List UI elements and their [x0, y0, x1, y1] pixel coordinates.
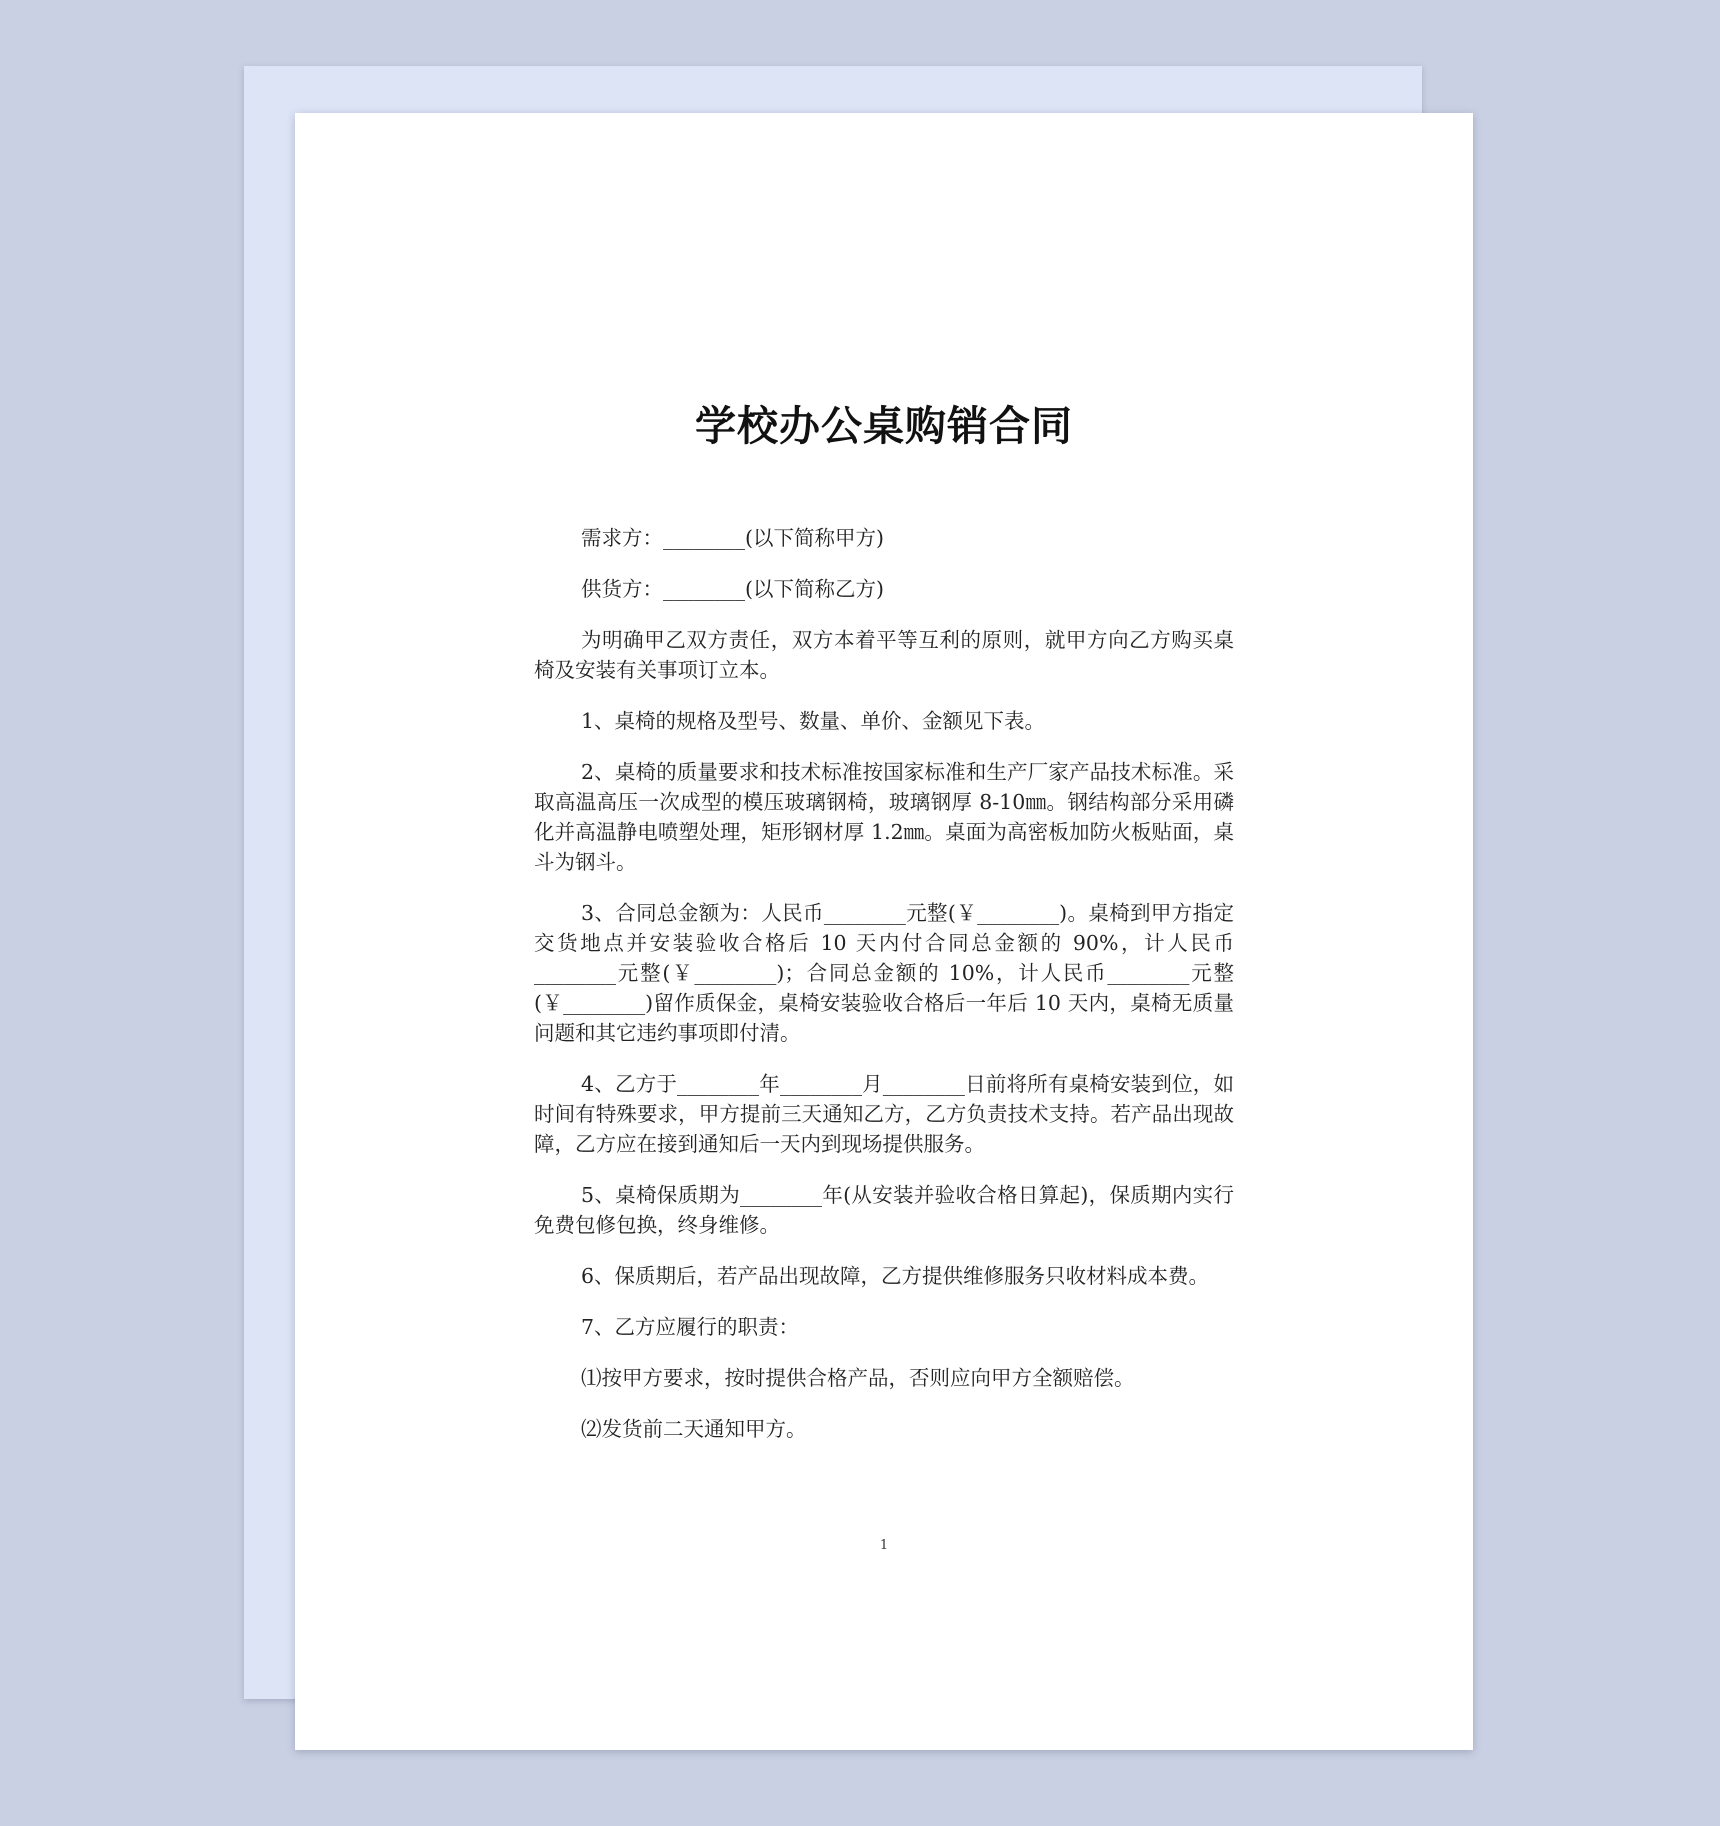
clause-5: 5、桌椅保质期为________年(从安装并验收合格日算起)，保质期内实行免费包修包换，终身维修。	[534, 1183, 1234, 1237]
page-number: 1	[879, 1538, 889, 1553]
clause-1: 1、桌椅的规格及型号、数量、单价、金额见下表。	[581, 709, 1046, 733]
clause-7-item-2: ⑵发货前二天通知甲方。	[581, 1417, 807, 1441]
document-title: 学校办公桌购销合同	[695, 402, 1073, 450]
clause-7-item-1: ⑴按甲方要求，按时提供合格产品，否则应向甲方全额赔偿。	[581, 1366, 1135, 1390]
paragraph-buyer: 需求方：________(以下简称甲方)	[581, 526, 884, 550]
paragraph-preamble: 为明确甲乙双方责任，双方本着平等互利的原则，就甲方向乙方购买桌椅及安装有关事项订立本。	[534, 628, 1234, 682]
document-page	[295, 113, 1473, 1750]
clause-7: 7、乙方应履行的职责：	[581, 1315, 800, 1339]
clause-4: 4、乙方于________年________月________日前将所有桌椅安装到位，如时间有特殊要求，甲方提前三天通知乙方，乙方负责技术支持。若产品出现故障，乙方应在接到通知后一天内到现场提供服务。	[534, 1072, 1234, 1156]
clause-6: 6、保质期后，若产品出现故障，乙方提供维修服务只收材料成本费。	[581, 1264, 1210, 1288]
clause-2: 2、桌椅的质量要求和技术标准按国家标准和生产厂家产品技术标准。采取高温高压一次成型的模压玻璃钢椅，玻璃钢厚 8-10㎜。钢结构部分采用磷化并高温静电喷塑处理，矩形钢材厚 1.2㎜。桌面为高密板加防火板贴面，桌斗为钢斗。	[534, 760, 1234, 874]
clause-3: 3、合同总金额为：人民币________元整(￥________)。桌椅到甲方指定交货地点并安装验收合格后 10 天内付合同总金额的 90%，计人民币________元整(￥________)；合同总金额的 10%，计人民币________元整(￥________)留作质保金，桌椅安装验收合格后一年后 10 天内，桌椅无质量问题和其它违约事项即付清。	[534, 901, 1234, 1045]
document-body	[534, 523, 1234, 1465]
paragraph-supplier: 供货方：________(以下简称乙方)	[581, 577, 884, 601]
